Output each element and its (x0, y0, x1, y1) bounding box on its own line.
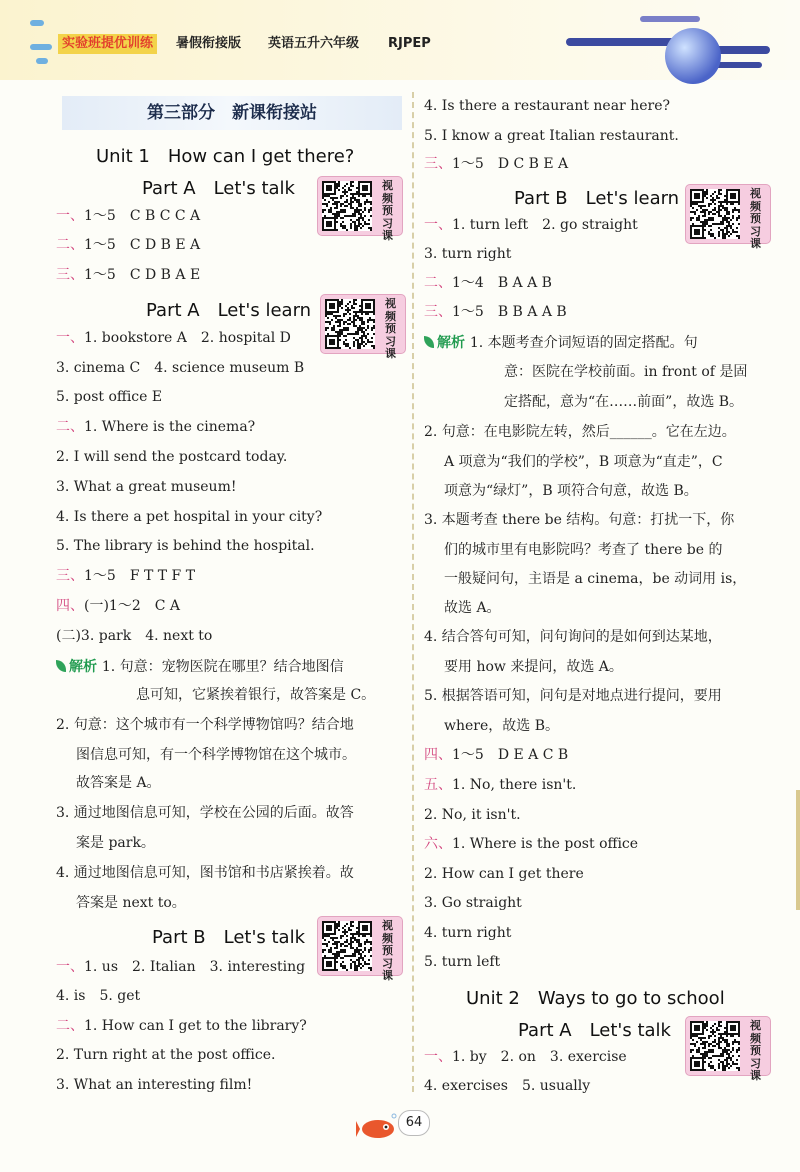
answer-line (424, 598, 501, 618)
part-heading: Part B Let's talk (152, 927, 306, 948)
answer-text: 1. by 2. on 3. exercise (452, 1049, 627, 1065)
question-number: 三、 (56, 568, 84, 584)
answer-line (56, 507, 322, 527)
subject-label: 英语五升六年级 (268, 36, 360, 51)
video-preview-qr-code[interactable] (685, 1016, 771, 1082)
answer-text: 案是 park。 (76, 835, 155, 851)
question-number: 二、 (56, 419, 84, 435)
video-label-char: 视 (382, 179, 393, 192)
answer-text: 息可知，它紧挨着银行，故答案是 C。 (136, 687, 376, 703)
answer-text: 一般疑问句，主语是 a cinema，be 动词用 is， (444, 571, 747, 587)
answer-text: 1～5 C D B A E (84, 267, 201, 283)
video-label-char: 习 (750, 1056, 761, 1070)
answer-line (424, 686, 722, 706)
video-label-char: 预 (385, 322, 396, 335)
answer-line (424, 657, 623, 677)
answer-text: A 项意为“我们的学校”，B 项意为“直走”，C (444, 454, 723, 470)
answer-text: 5. post office E (56, 389, 163, 405)
question-number: 三、 (424, 304, 452, 320)
question-number: 二、 (56, 1018, 84, 1034)
question-number: 一、 (424, 1049, 452, 1065)
answer-line (424, 569, 746, 589)
video-label-char: 课 (385, 347, 396, 360)
video-preview-qr-code[interactable] (317, 176, 403, 242)
answer-line (424, 834, 638, 854)
answer-line (56, 358, 304, 378)
answer-text: 图信息可知，有一个科学博物馆在这个城市。 (76, 747, 356, 763)
analysis-label: 解析 (56, 659, 102, 675)
video-preview-qr-code[interactable] (685, 184, 771, 250)
answer-line (136, 685, 375, 705)
answer-line (56, 957, 305, 977)
answer-text: 4. turn right (424, 925, 512, 941)
answer-text: 定搭配，意为“在……前面”，故选 B。 (504, 394, 744, 410)
video-label-char: 频 (750, 1031, 761, 1045)
answer-line (56, 1045, 275, 1065)
answer-line (504, 392, 743, 412)
answer-line (424, 627, 722, 647)
answer-text: 1～4 B A A B (452, 275, 552, 291)
video-label-char: 频 (385, 309, 396, 323)
answer-text: 2. No, it isn't. (424, 807, 521, 823)
qr-code-icon (690, 1021, 740, 1071)
answer-text: 4. 通过地图信息可知，图书馆和书店紧挨着。故 (56, 865, 354, 881)
video-lesson-label (750, 188, 764, 251)
edition-label: 暑假衔接版 (176, 36, 242, 51)
qr-code-icon (322, 181, 372, 231)
qr-code-icon (690, 189, 740, 239)
answer-line (424, 864, 584, 884)
answer-text: 1. No, there isn't. (452, 777, 577, 793)
answer-text: 项意为“绿灯”，B 项符合句意，故选 B。 (444, 483, 698, 499)
video-label-char: 课 (382, 229, 393, 242)
section-title: 第三部分 新课衔接站 (62, 96, 402, 130)
answer-text: 3. cinema C 4. science museum B (56, 360, 305, 376)
video-label-char: 频 (382, 191, 393, 205)
answer-line (56, 447, 287, 467)
answer-line (56, 387, 162, 407)
answer-line (424, 215, 638, 235)
qr-code-icon (322, 921, 372, 971)
decor-stripe (566, 38, 676, 46)
decor-stripe (640, 16, 700, 22)
video-label-char: 预 (750, 212, 761, 225)
answer-line (56, 417, 255, 437)
video-lesson-label (382, 920, 396, 983)
answer-text: 3. What an interesting film! (56, 1077, 253, 1093)
answer-text: 1～5 C B C C A (84, 208, 201, 224)
answer-text: 1～5 D C B E A (452, 156, 569, 172)
question-number: 四、 (424, 747, 452, 763)
answer-line (424, 510, 734, 530)
answer-text: 1. 句意：宠物医院在哪里？结合地图信 (101, 659, 344, 675)
answer-text: 2. How can I get there (424, 866, 584, 882)
answer-text: 1～5 B B A A B (452, 304, 567, 320)
question-number: 二、 (56, 237, 84, 253)
answer-text: 4. exercises 5. usually (424, 1078, 591, 1094)
answer-line (56, 803, 354, 823)
answer-text: 5. I know a great Italian restaurant. (424, 128, 679, 144)
video-label-char: 视 (382, 919, 393, 932)
answer-line (56, 477, 236, 497)
version-label: RJPEP (388, 36, 431, 51)
answer-text: 意：医院在学校前面。in front of 是固 (504, 364, 748, 380)
question-number: 一、 (56, 959, 84, 975)
answer-line (424, 452, 723, 472)
question-number: 一、 (56, 330, 84, 346)
answer-text: 1. 本题考查介词短语的固定搭配。句 (469, 335, 698, 351)
part-heading: Part A Let's talk (142, 178, 295, 199)
answer-text: 要用 how 来提问，故选 A。 (444, 659, 623, 675)
question-number: 一、 (424, 217, 452, 233)
answer-line (424, 154, 568, 174)
answer-line (424, 244, 511, 264)
answer-text: (一)1～2 C A (84, 598, 181, 614)
answer-text: 5. The library is behind the hospital. (56, 538, 315, 554)
video-label-char: 预 (382, 204, 393, 217)
answer-line (424, 745, 568, 765)
video-preview-qr-code[interactable] (320, 294, 406, 360)
answer-line (56, 328, 291, 348)
answer-text: 4. Is there a pet hospital in your city? (56, 509, 323, 525)
video-lesson-label (382, 180, 396, 243)
answer-line (56, 626, 212, 646)
answer-line (424, 952, 500, 972)
video-label-char: 习 (750, 224, 761, 238)
answer-line (56, 265, 200, 285)
answer-line (56, 833, 155, 853)
page-edge-mark (796, 790, 800, 910)
video-lesson-label (385, 298, 399, 361)
series-badge: 实验班提优训练 (58, 34, 157, 54)
part-heading: Part A Let's learn (146, 300, 312, 321)
answer-line (424, 1047, 627, 1067)
answer-line (56, 206, 200, 226)
planet-illustration (665, 28, 721, 84)
answer-line (424, 422, 736, 442)
leaf-icon (56, 660, 66, 672)
answer-text: 4. 结合答句可知，问句询问的是如何到达某地， (424, 629, 722, 645)
answer-line (424, 96, 670, 116)
answer-text: 3. 本题考查 there be 结构。句意：打扰一下，你 (424, 512, 735, 528)
answer-line (56, 656, 344, 677)
leaf-icon (424, 336, 434, 348)
answer-text: 1～5 D E A C B (452, 747, 569, 763)
video-label-char: 课 (382, 969, 393, 982)
answer-text: 3. What a great museum! (56, 479, 237, 495)
answer-text: 3. Go straight (424, 895, 522, 911)
answer-line (56, 773, 161, 793)
answer-text: 2. 句意：这个城市有一个科学博物馆吗？结合地 (56, 717, 354, 733)
answer-text: 4. Is there a restaurant near here? (424, 98, 670, 114)
answer-text: 1. Where is the post office (452, 836, 639, 852)
answer-line (424, 126, 679, 146)
answer-text: 1. How can I get to the library? (84, 1018, 307, 1034)
video-label-char: 预 (382, 944, 393, 957)
answer-text: 5. turn left (424, 954, 501, 970)
answer-line (424, 716, 559, 736)
answer-text: 答案是 next to。 (76, 895, 186, 911)
unit-heading: Unit 2 Ways to go to school (466, 988, 725, 1009)
video-label-char: 课 (750, 237, 761, 250)
answer-text: 5. 根据答语可知，问句是对地点进行提问，要用 (424, 688, 722, 704)
video-label-char: 视 (385, 297, 396, 310)
analysis-label: 解析 (424, 335, 470, 351)
answer-text: 3. turn right (424, 246, 512, 262)
question-number: 四、 (56, 598, 84, 614)
answer-line (424, 481, 698, 501)
answer-text: 1. Where is the cinema? (84, 419, 256, 435)
answer-line (424, 540, 723, 560)
video-label-char: 频 (750, 199, 761, 213)
answer-line (56, 1016, 307, 1036)
answer-line (424, 893, 522, 913)
answer-line (56, 536, 315, 556)
answer-line (56, 986, 140, 1006)
question-number: 三、 (424, 156, 452, 172)
answer-line (424, 775, 576, 795)
video-label-char: 习 (382, 216, 393, 230)
answer-line (424, 1076, 590, 1096)
video-label-char: 频 (382, 931, 393, 945)
answer-line (424, 302, 567, 322)
answer-line (56, 863, 354, 883)
question-number: 五、 (424, 777, 452, 793)
answer-line (56, 1075, 252, 1095)
column-divider (412, 92, 414, 1092)
page-header (0, 0, 800, 80)
answer-line (504, 362, 747, 382)
answer-line (56, 715, 354, 735)
part-heading: Part B Let's learn (514, 188, 680, 209)
question-number: 一、 (56, 208, 84, 224)
video-label-char: 视 (750, 1019, 761, 1032)
answer-line (56, 745, 356, 765)
answer-text: 故选 A。 (444, 600, 501, 616)
answer-line (424, 273, 552, 293)
answer-text: 1. us 2. Italian 3. interesting (84, 959, 306, 975)
answer-line (56, 893, 186, 913)
answer-text: 4. is 5. get (56, 988, 141, 1004)
video-preview-qr-code[interactable] (317, 916, 403, 982)
page-number: 64 (398, 1110, 430, 1136)
question-number: 三、 (56, 267, 84, 283)
answer-text: where，故选 B。 (444, 718, 560, 734)
answer-line (424, 332, 698, 353)
video-label-char: 视 (750, 187, 761, 200)
answer-text: 们的城市里有电影院吗？考查了 there be 的 (444, 542, 723, 558)
answer-text: (二)3. park 4. next to (56, 628, 213, 644)
answer-text: 2. Turn right at the post office. (56, 1047, 276, 1063)
part-heading: Part A Let's talk (518, 1020, 671, 1041)
question-number: 六、 (424, 836, 452, 852)
question-number: 二、 (424, 275, 452, 291)
video-label-char: 预 (750, 1044, 761, 1057)
answer-line (424, 923, 511, 943)
answer-text: 2. I will send the postcard today. (56, 449, 288, 465)
qr-code-icon (325, 299, 375, 349)
answer-text: 1. bookstore A 2. hospital D (84, 330, 291, 346)
answer-text: 3. 通过地图信息可知，学校在公园的后面。故答 (56, 805, 354, 821)
answer-text: 1～5 F T T F T (84, 568, 196, 584)
unit-heading: Unit 1 How can I get there? (96, 146, 355, 167)
answer-text: 1. turn left 2. go straight (452, 217, 638, 233)
answer-line (56, 566, 195, 586)
answer-text: 故答案是 A。 (76, 775, 161, 791)
submarine-fish-icon (356, 1112, 400, 1142)
answer-line (56, 235, 200, 255)
answer-line (424, 805, 521, 825)
answer-text: 2. 句意：在电影院左转，然后______。它在左边。 (424, 424, 736, 440)
video-label-char: 课 (750, 1069, 761, 1082)
answer-line (56, 596, 180, 616)
video-lesson-label (750, 1020, 764, 1083)
answer-text: 1～5 C D B E A (84, 237, 201, 253)
video-label-char: 习 (385, 334, 396, 348)
video-label-char: 习 (382, 956, 393, 970)
